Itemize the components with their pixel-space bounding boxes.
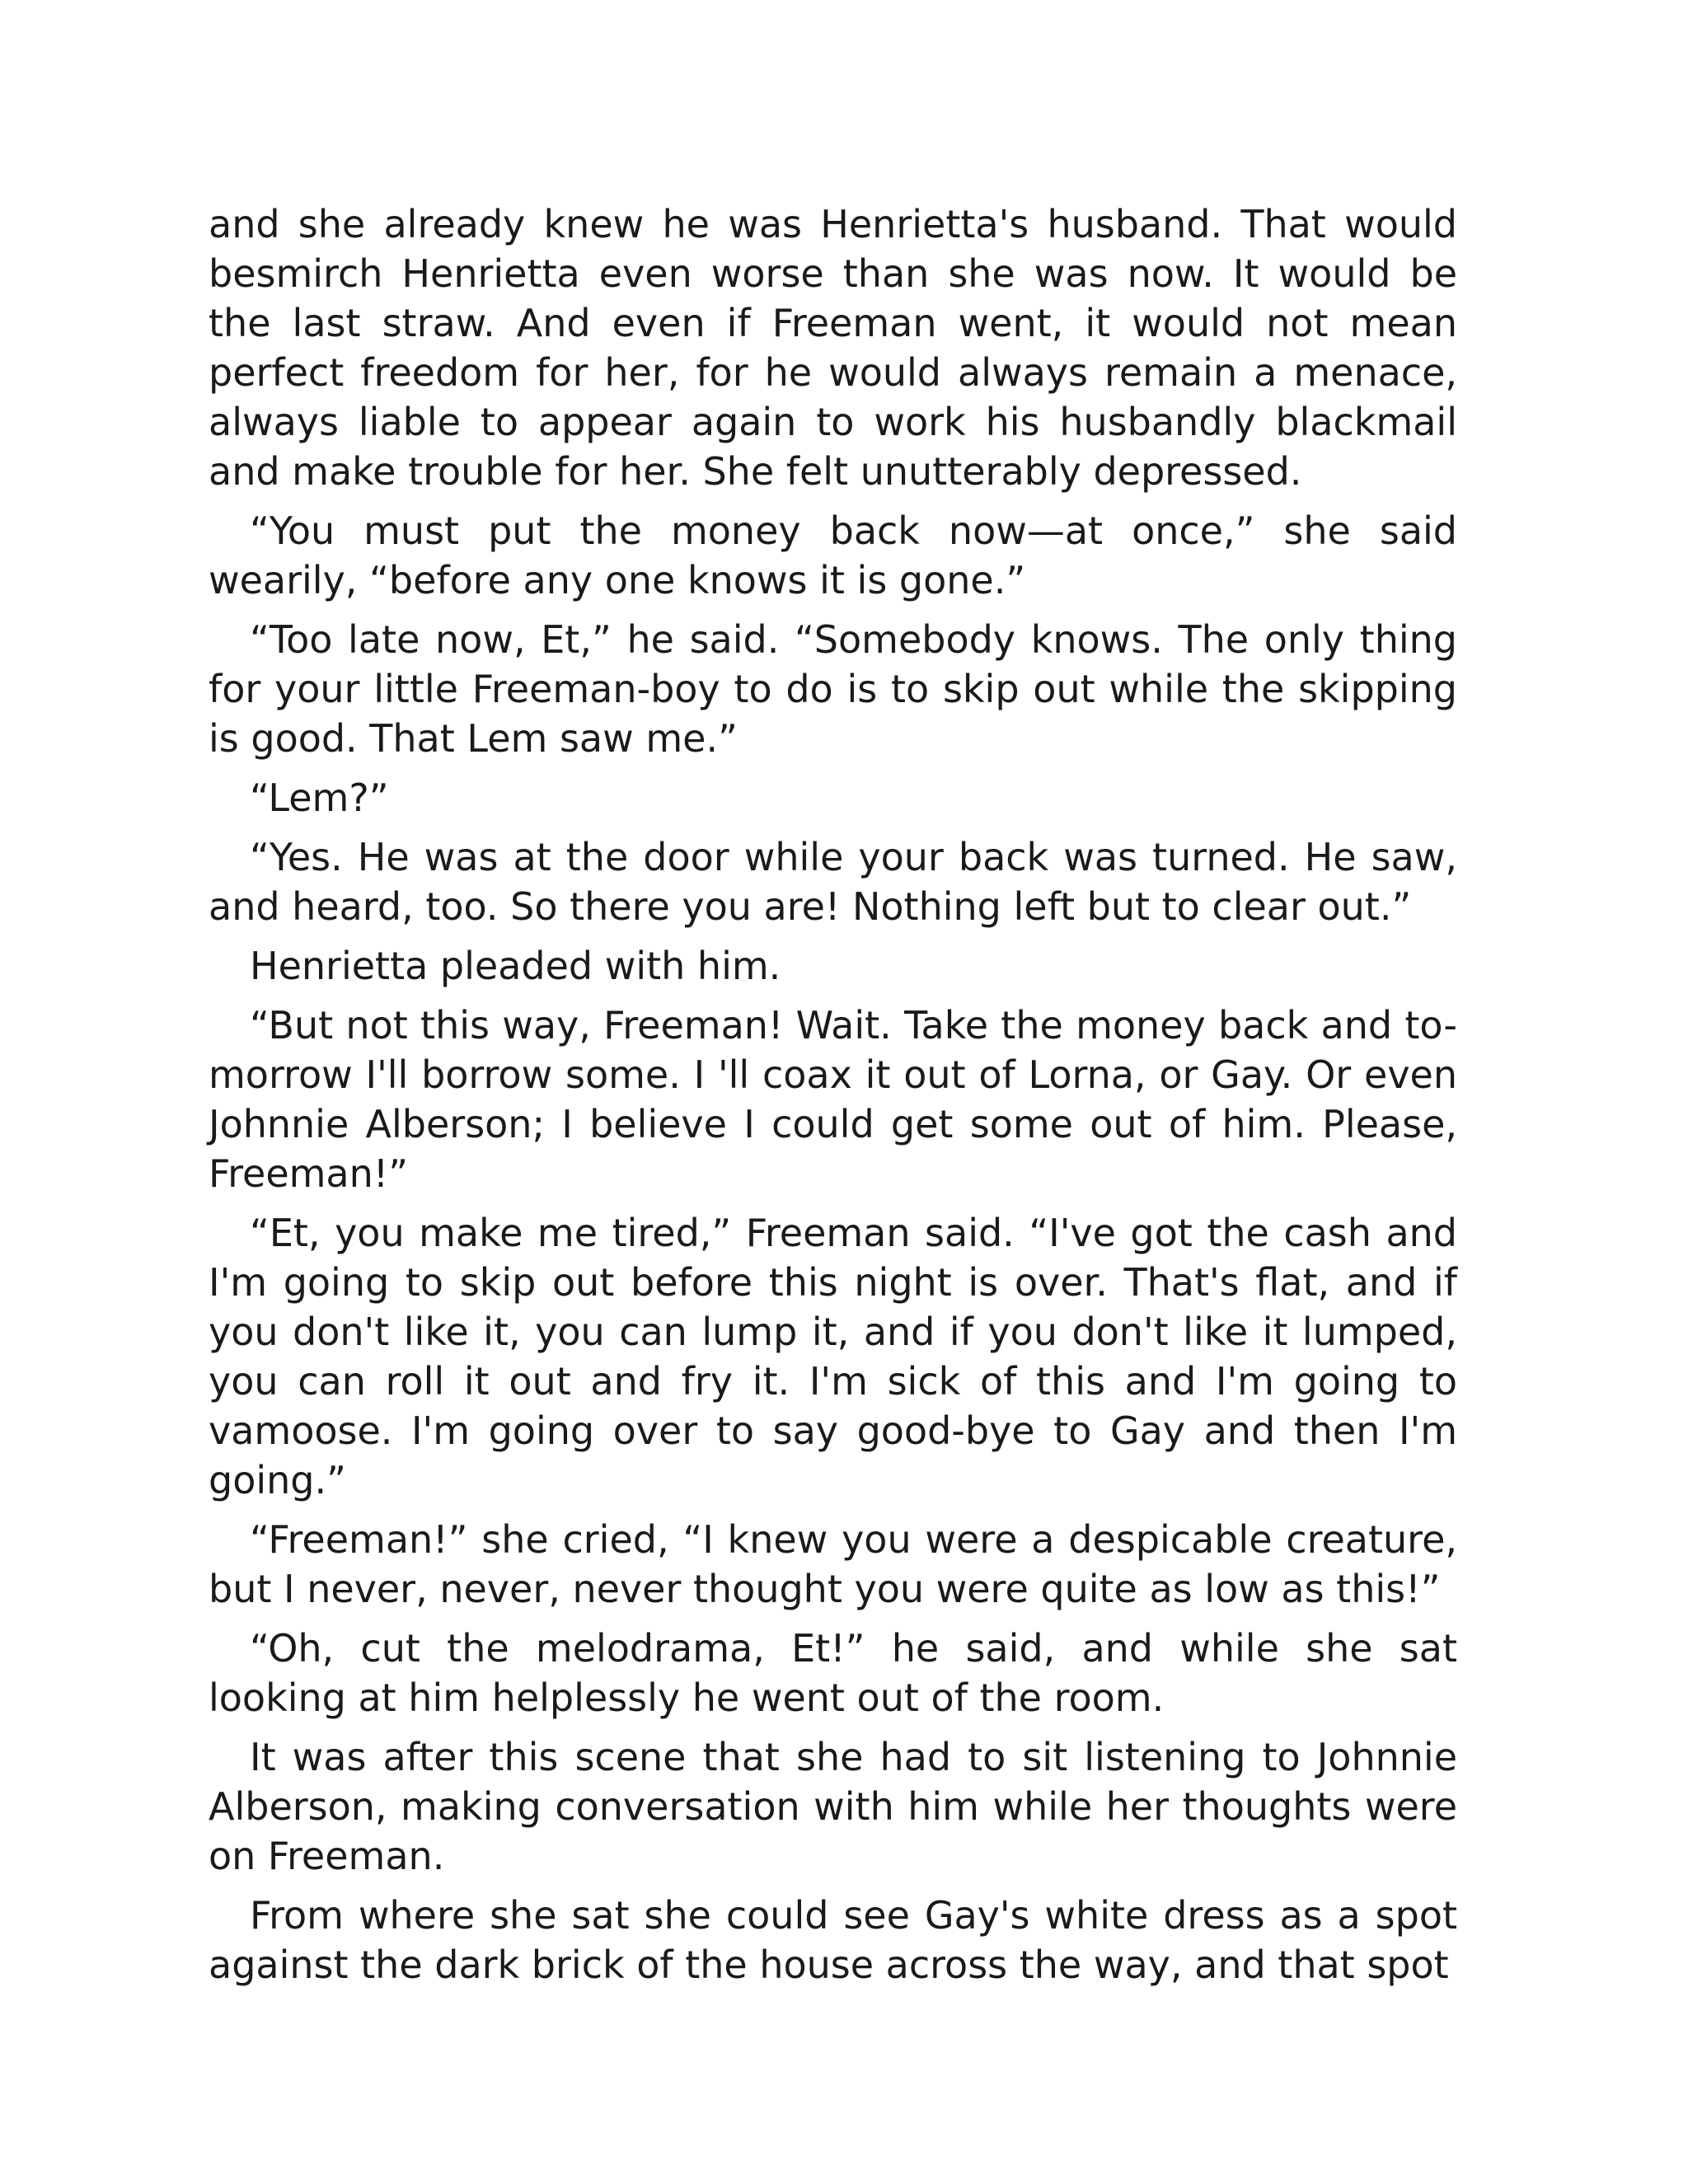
page-text [209, 199, 1457, 1990]
paragraph: “Oh, cut the melodrama, Et!” he said, and while she sat looking at him helplessly he went out of the room. [209, 1626, 1457, 1720]
paragraph: and she already knew he was Henrietta's husband. That would besmirch Henrietta even worse than she was now. It would be the last straw. And even if Freeman went, it would not mean perfect freedom for her, for he would always remain a menace, always liable to appear again to work his husbandly blackmail and make trouble for her. She felt unutterably depressed. [209, 202, 1457, 494]
paragraph: “Too late now, Et,” he said. “Somebody knows. The only thing for your little Freeman-boy to do is to skip out while the skipping is good. That Lem saw me.” [209, 617, 1457, 761]
paragraph: From where she sat she could see Gay's white dress as a spot against the dark brick of the house across the way, and that spot [209, 1893, 1457, 1987]
paragraph: “Yes. He was at the door while your back was turned. He saw, and heard, too. So there you are! Nothing left but to clear out.” [209, 835, 1457, 929]
paragraph: “Lem?” [250, 776, 389, 820]
paragraph: “Et, you make me tired,” Freeman said. “I've got the cash and I'm going to skip out before this night is over. That's flat, and if you don't like it, you can lump it, and if you don't like it lumped, you can roll it out and fry it. I'm sick of this and I'm going to vamoose. I'm going over to say good-bye to Gay and then I'm going.” [209, 1211, 1457, 1502]
paragraph: It was after this scene that she had to sit listening to Johnnie Alberson, making conversation with him while her thoughts were on Freeman. [209, 1735, 1457, 1878]
paragraph: “But not this way, Freeman! Wait. Take the money back and to-morrow I'll borrow some. I 'll coax it out of Lorna, or Gay. Or even Johnnie Alberson; I believe I could get some out of him. Please, Freeman!” [209, 1003, 1457, 1196]
paragraph: “Freeman!” she cried, “I knew you were a despicable creature, but I never, never, never thought you were quite as low as this!” [209, 1517, 1457, 1611]
paragraph: Henrietta pleaded with him. [250, 944, 781, 988]
paragraph: “You must put the money back now—at once,” she said wearily, “before any one knows it is gone.” [209, 509, 1457, 602]
